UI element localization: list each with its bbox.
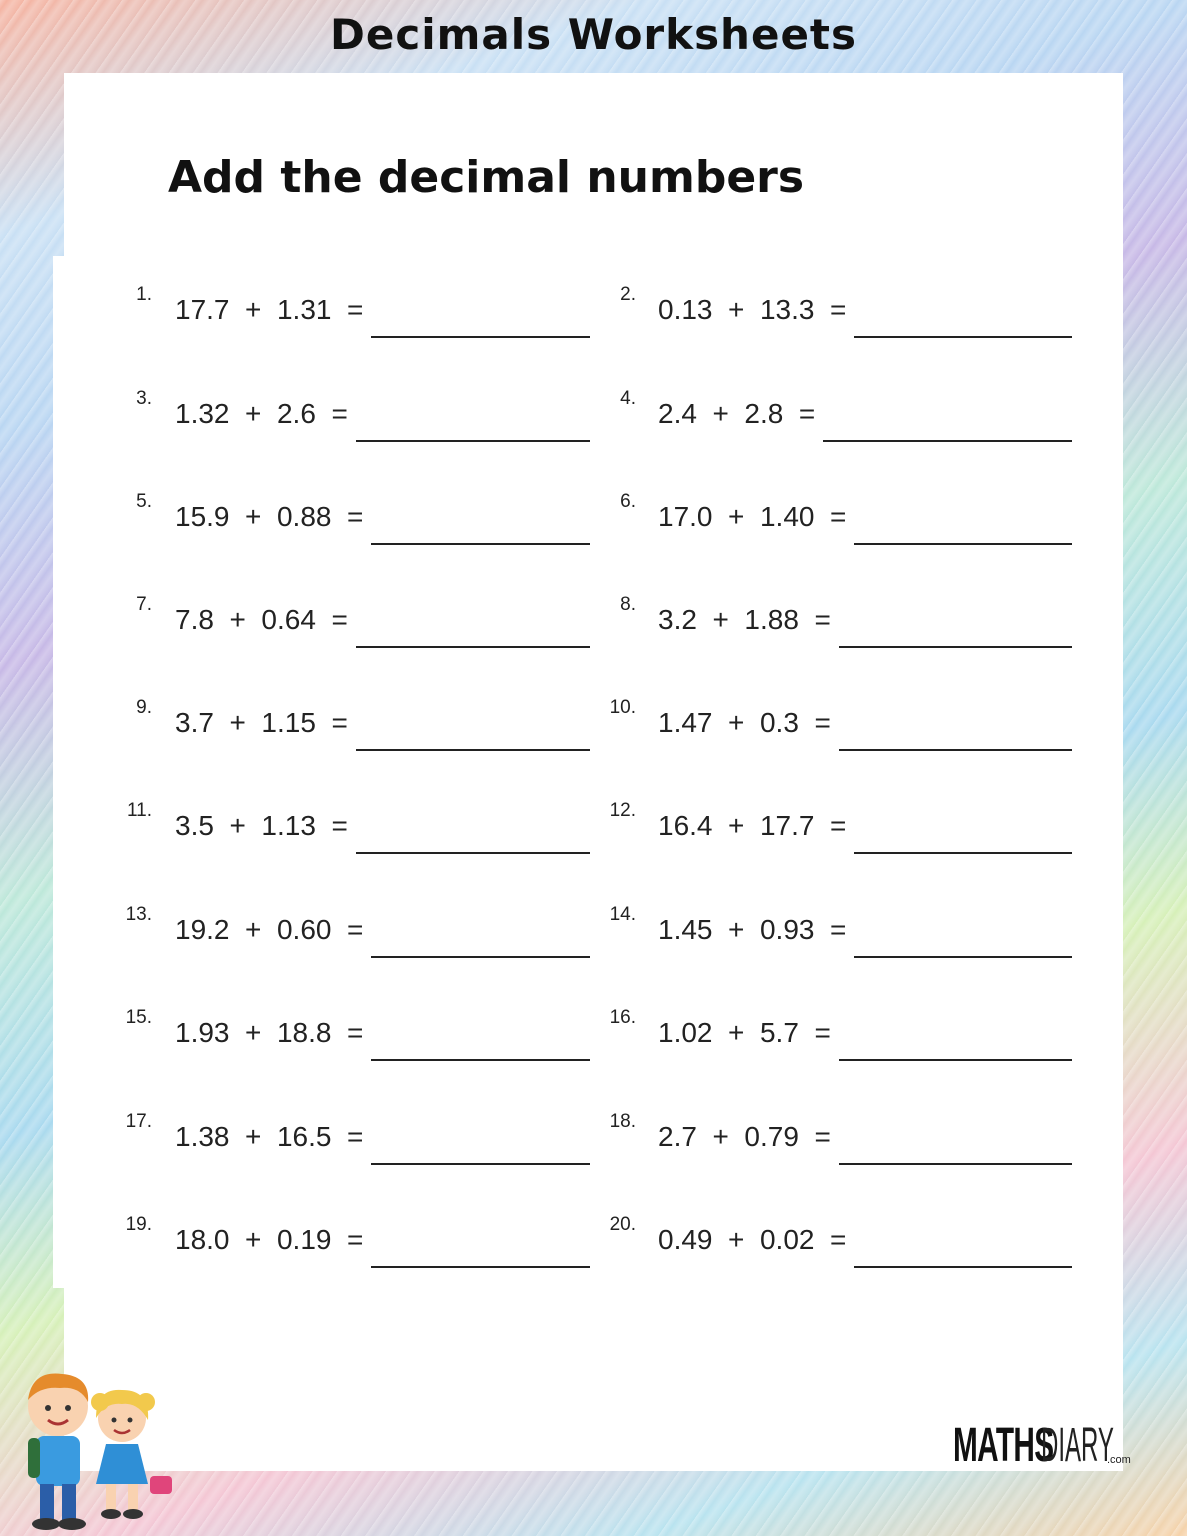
problem-item	[0, 1007, 1187, 1067]
problem-number: 20.	[609, 1214, 636, 1235]
problem-expression: 1.32 + 2.6 =	[175, 398, 348, 429]
problem-number: 10.	[609, 697, 636, 718]
answer-line[interactable]	[854, 1266, 1072, 1268]
problem-number: 12.	[609, 800, 636, 821]
answer-line[interactable]	[839, 749, 1072, 751]
problem-expression: 3.5 + 1.13 =	[175, 810, 348, 841]
problem-item	[0, 491, 1187, 551]
logo-tld: .com	[1107, 1454, 1131, 1466]
problem-item	[0, 388, 1187, 448]
problem-item	[0, 697, 1187, 757]
answer-line[interactable]	[823, 440, 1072, 442]
problem-number: 11.	[126, 800, 152, 821]
problem-expression: 16.4 + 17.7 =	[658, 810, 847, 841]
problem-number: 9.	[136, 697, 152, 718]
mathsdiary-logo	[953, 1418, 1131, 1472]
problem-expression: 19.2 + 0.60 =	[175, 914, 364, 945]
problem-number: 16.	[609, 1007, 636, 1028]
problem-expression: 2.4 + 2.8 =	[658, 398, 816, 429]
problem-item	[0, 1214, 1187, 1274]
problem-expression: 1.38 + 16.5 =	[175, 1121, 364, 1152]
problem-item	[0, 1111, 1187, 1171]
problem-expression: 1.93 + 18.8 =	[175, 1017, 364, 1048]
problem-number: 6.	[620, 491, 636, 512]
problem-expression: 0.49 + 0.02 =	[658, 1224, 847, 1255]
problem-number: 8.	[620, 594, 636, 615]
problem-expression: 7.8 + 0.64 =	[175, 604, 348, 635]
problem-expression: 1.47 + 0.3 =	[658, 707, 831, 738]
problem-expression: 3.7 + 1.15 =	[175, 707, 348, 738]
problem-expression: 15.9 + 0.88 =	[175, 501, 364, 532]
problem-number: 1.	[136, 284, 152, 305]
problem-expression: 1.45 + 0.93 =	[658, 914, 847, 945]
answer-line[interactable]	[854, 852, 1072, 854]
problem-number: 2.	[620, 284, 636, 305]
problem-expression: 2.7 + 0.79 =	[658, 1121, 831, 1152]
problem-expression: 0.13 + 13.3 =	[658, 294, 847, 325]
problem-number: 5.	[136, 491, 152, 512]
problem-expression: 17.0 + 1.40 =	[658, 501, 847, 532]
problem-number: 13.	[125, 904, 152, 925]
logo-main: MATHS	[953, 1419, 1054, 1472]
problem-number: 15.	[125, 1007, 152, 1028]
problem-number: 18.	[609, 1111, 636, 1132]
problem-expression: 1.02 + 5.7 =	[658, 1017, 831, 1048]
problem-expression: 18.0 + 0.19 =	[175, 1224, 364, 1255]
problem-number: 14.	[609, 904, 636, 925]
answer-line[interactable]	[854, 956, 1072, 958]
answer-line[interactable]	[839, 646, 1072, 648]
answer-line[interactable]	[839, 1059, 1072, 1061]
answer-line[interactable]	[854, 543, 1072, 545]
problem-number: 17.	[125, 1111, 152, 1132]
problem-expression: 17.7 + 1.31 =	[175, 294, 364, 325]
problem-number: 7.	[136, 594, 152, 615]
problem-item	[0, 594, 1187, 654]
problem-number: 19.	[125, 1214, 152, 1235]
answer-line[interactable]	[854, 336, 1072, 338]
problem-item	[0, 800, 1187, 860]
page-title: Decimals Worksheets	[329, 10, 858, 59]
problem-expression: 3.2 + 1.88 =	[658, 604, 831, 635]
problem-item	[0, 904, 1187, 964]
logo-sub: DIARY	[1041, 1419, 1114, 1472]
problem-item	[0, 284, 1187, 344]
answer-line[interactable]	[839, 1163, 1072, 1165]
worksheet-instruction: Add the decimal numbers	[168, 152, 805, 203]
children-illustration	[10, 1366, 175, 1536]
problem-number: 4.	[620, 388, 636, 409]
problem-number: 3.	[136, 388, 152, 409]
